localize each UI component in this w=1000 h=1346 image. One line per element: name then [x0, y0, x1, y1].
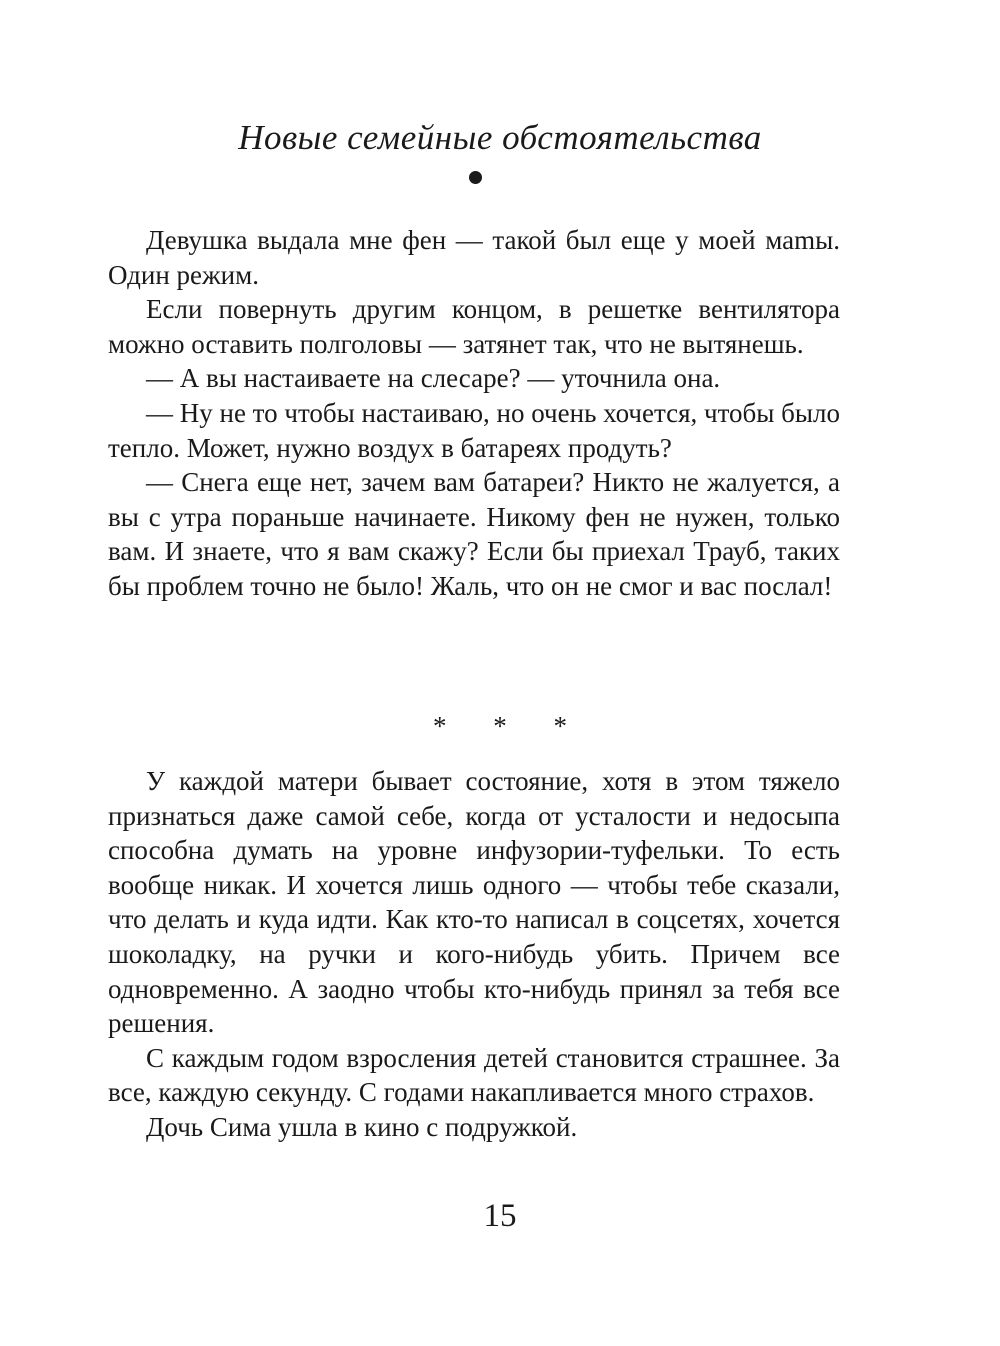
paragraph: Дочь Сима ушла в кино с подружкой.	[146, 1111, 578, 1142]
ornament-dot	[469, 171, 482, 184]
paragraph: Если повернуть другим концом, в решетке вентилятора можно оставить полголовы — затянет так, что не вытянешь.	[108, 294, 840, 359]
paragraph: С каждым годом взросления детей становится страшнее. За все, каждую секунду. С годами накапливается много страхов.	[108, 1042, 840, 1108]
paragraph: Девушка выдала мне фен — такой был еще у моей маmы. Один режим.	[108, 225, 840, 290]
text-section-two	[108, 764, 840, 1145]
text-section-one	[108, 223, 840, 604]
paragraph: — А вы настаиваете на слесаре? — уточнила она.	[146, 363, 721, 394]
page-number: 15	[483, 1198, 517, 1234]
paragraph: У каждой матери бывает состояние, хотя в этом тяжело признаться даже самой себе, когда от усталости и недосыпа способна думать на уровне инфузории-туфельки. То есть вообще никак. И хочется лишь одного — чтобы тебе сказали, что делать и куда идти. Как кто-то написал в соцсетях, хочется шоколадку, на ручки и кого-нибудь убить. Причем все одновременно. А заодно чтобы кто-нибудь принял за тебя все решения.	[108, 766, 840, 1039]
paragraph: — Ну не то чтобы настаиваю, но очень хочется, чтобы было тепло. Может, нужно воздух в батареях продуть?	[108, 397, 840, 463]
running-head: Новые семейные обстоятельства	[238, 118, 762, 157]
section-separator: * * *	[433, 711, 587, 741]
paragraph: — Снега еще нет, зачем вам батареи? Никто не жалуется, а вы с утра пораньше начинаете. Никому фен не нужен, только вам. И знаете, что я вам скажу? Если бы приехал Трауб, таких бы проблем точно не было! Жаль, что он не смог и вас послал!	[108, 467, 840, 601]
